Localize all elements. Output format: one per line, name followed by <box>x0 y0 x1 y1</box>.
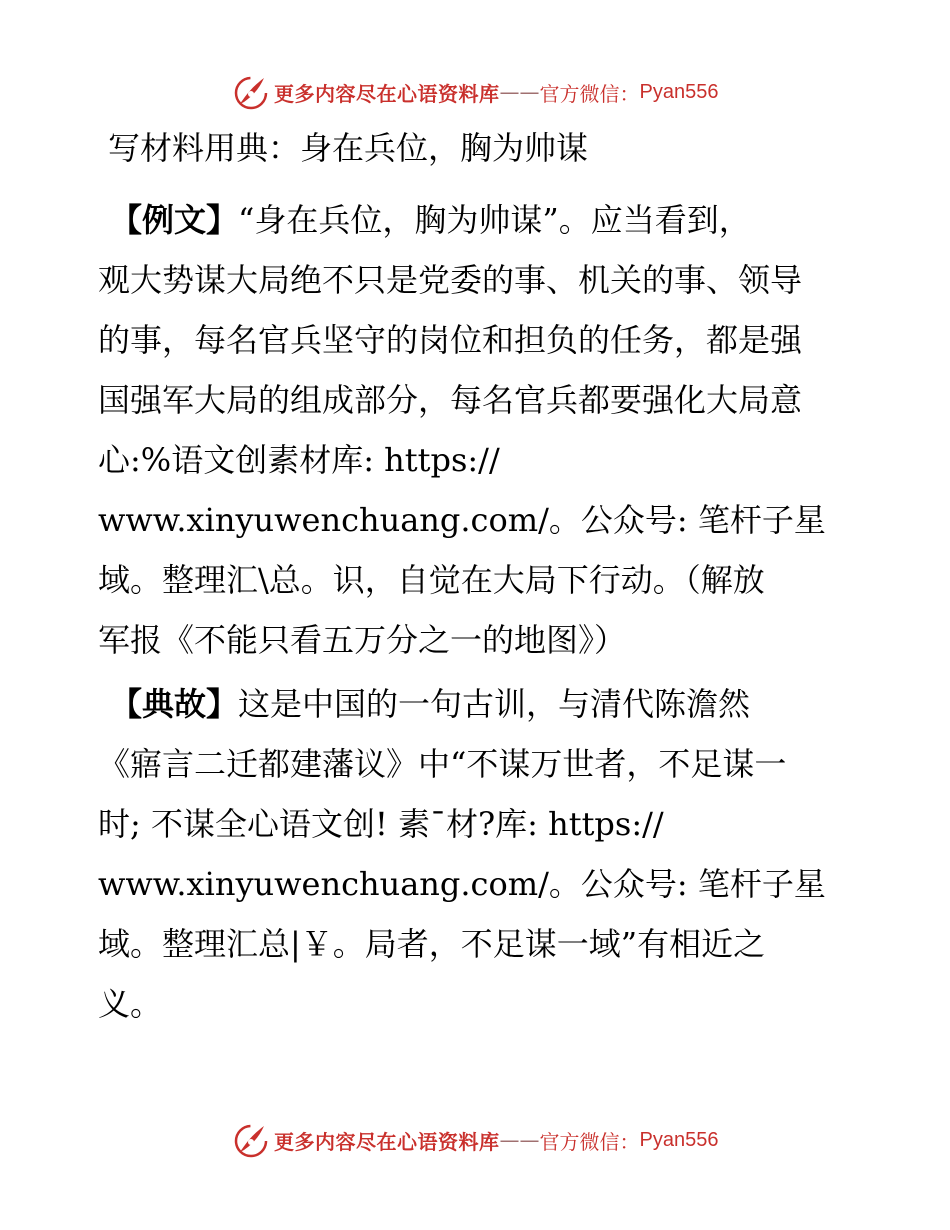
example-label: 【例文】 <box>110 201 239 239</box>
example-line: 心:%语文创素材库: https:// <box>98 441 500 479</box>
example-line: 域。整理汇\总。识，自觉在大局下行动。（解放 <box>98 561 765 599</box>
header-banner <box>232 72 718 112</box>
allusion-line: 时; 不谋全心语文创! 素¯材?库: https:// <box>98 805 664 843</box>
example-line: 【例文】“身在兵位，胸为帅谋”。应当看到， <box>110 201 751 239</box>
example-paragraph <box>98 190 858 670</box>
allusion-line: 《寤言二迁都建藩议》中“不谋万世者，不足谋一 <box>98 745 787 783</box>
example-line: 国强军大局的组成部分，每名官兵都要强化大局意 <box>98 381 803 419</box>
allusion-paragraph <box>98 674 858 1034</box>
banner-wechat-id: Pyan556 <box>639 80 719 103</box>
example-line: www.xinyuwenchuang.com/。公众号: 笔杆子星 <box>98 501 826 539</box>
allusion-line: www.xinyuwenchuang.com/。公众号: 笔杆子星 <box>98 865 826 903</box>
example-line: 军报《不能只看五万分之一的地图》） <box>98 621 627 659</box>
banner-wechat-id: Pyan556 <box>639 1128 719 1151</box>
allusion-line: 【典故】这是中国的一句古训，与清代陈澹然 <box>110 685 751 723</box>
banner-wechat-label: 官方微信： <box>539 1129 640 1154</box>
banner-slogan: 更多内容尽在心语资料库 <box>274 1129 500 1154</box>
quill-pen-logo-icon <box>232 73 270 111</box>
quill-pen-logo-icon <box>232 1121 270 1159</box>
footer-banner <box>232 1120 718 1160</box>
banner-slogan: 更多内容尽在心语资料库 <box>274 81 500 106</box>
banner-separator: —— <box>499 80 540 104</box>
banner-separator: —— <box>499 1128 540 1152</box>
allusion-label: 【典故】 <box>110 685 239 723</box>
example-line: 的事，每名官兵坚守的岗位和担负的任务，都是强 <box>98 321 803 359</box>
allusion-line: 义。 <box>98 985 163 1023</box>
banner-wechat-label: 官方微信： <box>539 81 640 106</box>
example-line: 观大势谋大局绝不只是党委的事、机关的事、领导 <box>98 261 803 299</box>
page-title: 写材料用典：身在兵位，胸为帅谋 <box>108 129 589 167</box>
allusion-line: 域。整理汇总|￥。局者，不足谋一域”有相近之 <box>98 925 766 963</box>
